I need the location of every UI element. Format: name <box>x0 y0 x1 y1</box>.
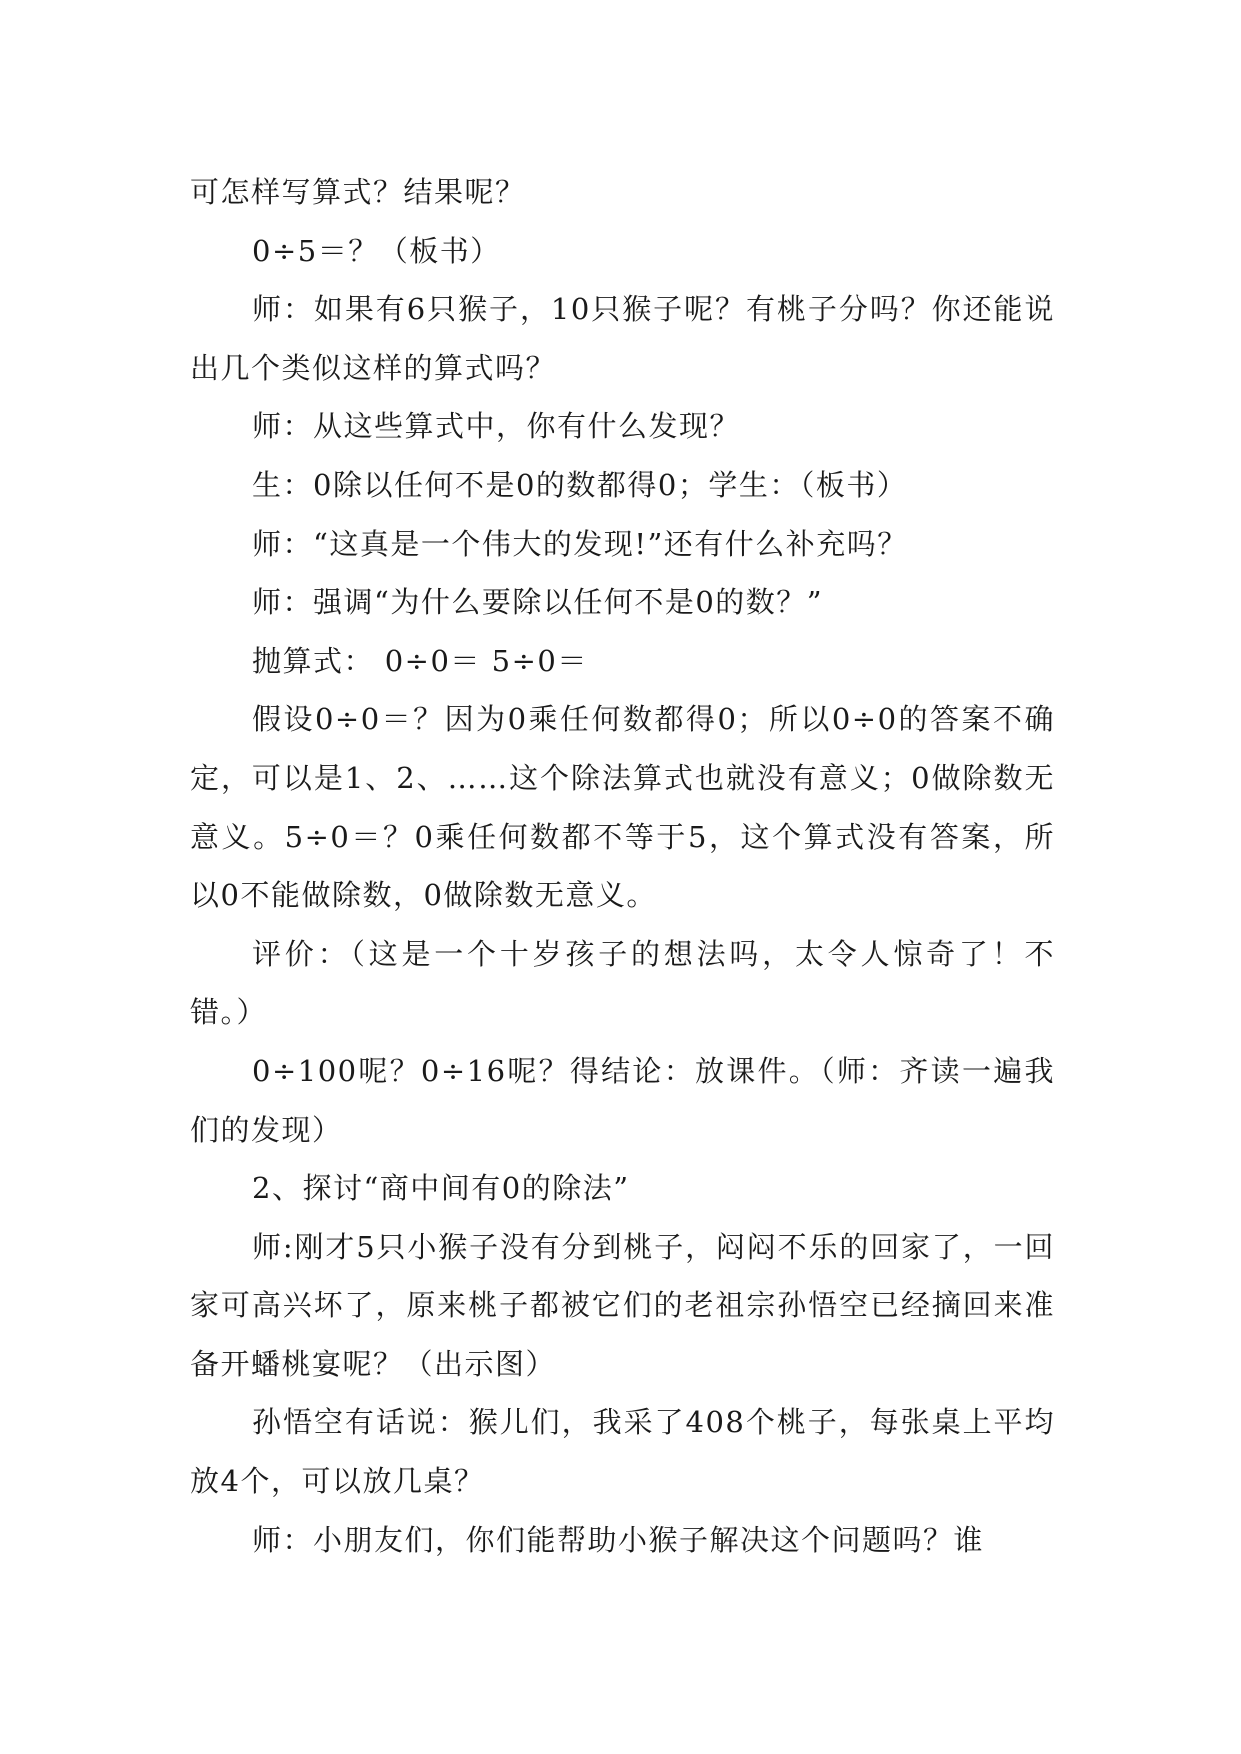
paragraph: 生：0除以任何不是0的数都得0；学生：（板书） <box>252 467 908 502</box>
paragraph: 师:刚才5只小猴子没有分到桃子，闷闷不乐的回家了，一回家可高兴坏了，原来桃子都被它们的老祖宗孙悟空已经摘回来准备开蟠桃宴呢？（出示图） <box>190 1229 1055 1381</box>
paragraph: 师：小朋友们，你们能帮助小猴子解决这个问题吗？谁 <box>252 1522 985 1557</box>
paragraph: 2、探讨“商中间有0的除法” <box>252 1171 630 1206</box>
paragraph: 可怎样写算式？结果呢？ <box>190 175 526 209</box>
paragraph: 师：如果有6只猴子，10只猴子呢？有桃子分吗？你还能说出几个类似这样的算式吗？ <box>190 292 1055 385</box>
paragraph: 0÷100呢？0÷16呢？得结论：放课件。（师：齐读一遍我们的发现） <box>190 1053 1055 1147</box>
paragraph: 孙悟空有话说：猴儿们，我采了408个桃子，每张桌上平均放4个，可以放几桌？ <box>190 1405 1055 1499</box>
paragraph: 师：从这些算式中，你有什么发现？ <box>252 409 741 444</box>
paragraph: 抛算式： 0÷0＝ 5÷0＝ <box>252 643 588 678</box>
paragraph: 师：“这真是一个伟大的发现!”还有什么补充吗？ <box>252 526 908 561</box>
document-body <box>190 163 1055 1569</box>
paragraph: 假设0÷0＝？因为0乘任何数都得0；所以0÷0的答案不确定，可以是1、2、……这个除法算式也就没有意义；0做除数无意义。5÷0＝？0乘任何数都不等于5，这个算式没有答案，所以0不能做除数，0做除数无意义。 <box>190 702 1055 913</box>
paragraph: 师：强调“为什么要除以任何不是0的数？” <box>252 585 824 620</box>
paragraph: 0÷5＝？（板书） <box>252 233 501 268</box>
paragraph: 评价：（这是一个十岁孩子的想法吗，太令人惊奇了！不错。） <box>190 936 1055 1030</box>
